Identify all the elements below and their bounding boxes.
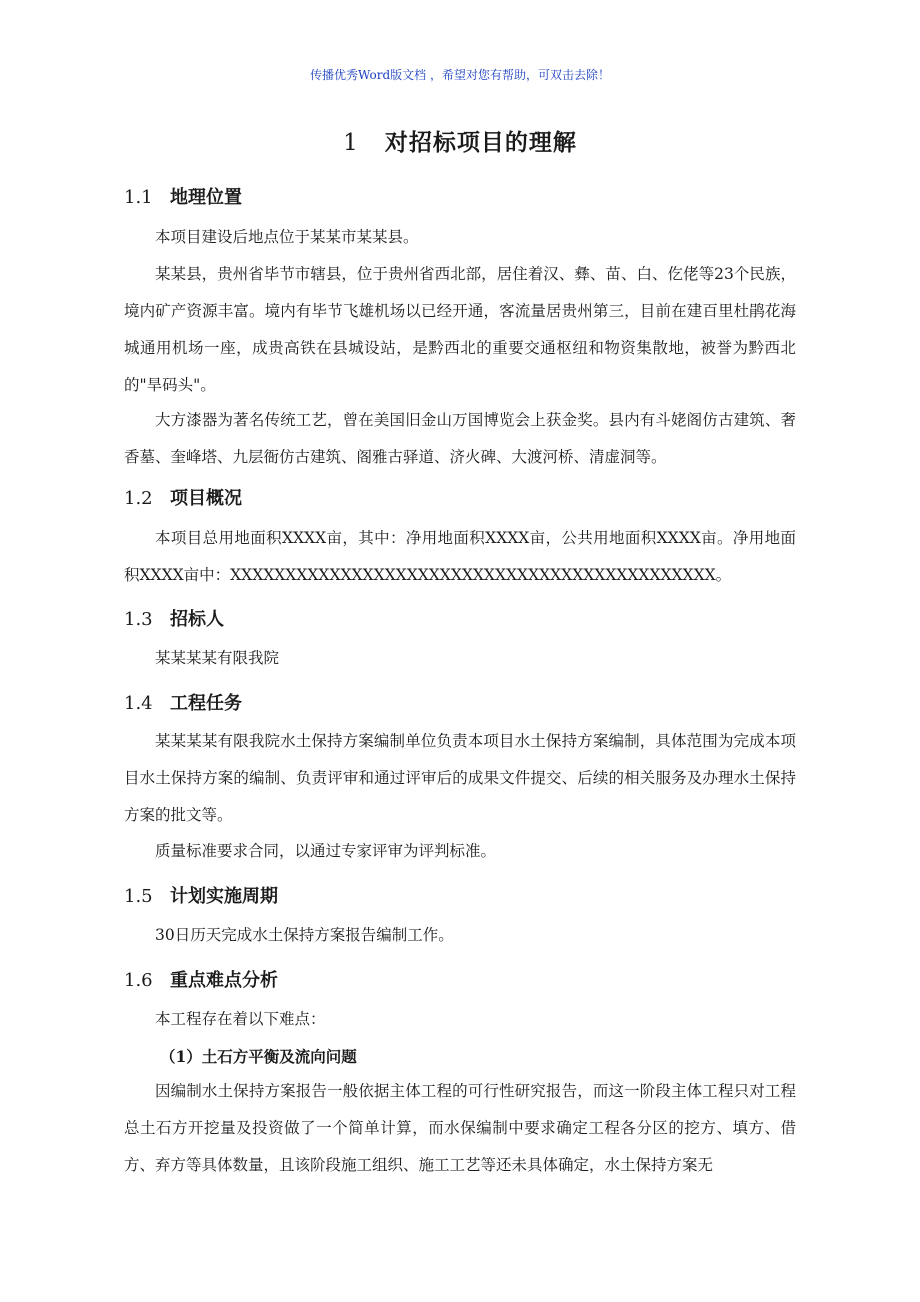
paragraph: 大方漆器为著名传统工艺，曾在美国旧金山万国博览会上获金奖。县内有斗姥阁仿古建筑、奢香墓、奎峰塔、九层衙仿古建筑、阁雅古驿道、济火碑、大渡河桥、清虚洞等。 [124,411,796,466]
section-number: 1.1 [124,187,153,208]
section-number: 1.4 [124,693,153,714]
paragraph: 本工程存在着以下难点： [155,1010,326,1028]
section-heading-1-2 [124,484,242,510]
section-number: 1.5 [124,886,153,907]
subsection-heading: （1）土石方平衡及流向问题 [160,1047,357,1066]
paragraph: 因编制水土保持方案报告一般依据主体工程的可行性研究报告，而这一阶段主体工程只对工程总土石方开挖量及投资做了一个简单计算，而水保编制中要求确定工程各分区的挖方、填方、借方、弃方等具体数量，且该阶段施工组织、施工工艺等还未具体确定，水土保持方案无 [124,1082,796,1174]
section-title: 工程任务 [170,693,242,714]
paragraph: 本项目建设后地点位于某某市某某县。 [155,228,419,246]
paragraph: 30日历天完成水土保持方案报告编制工作。 [155,926,454,944]
paragraph: 本项目总用地面积XXXX亩，其中：净用地面积XXXX亩，公共用地面积XXXX亩。净用地面积XXXX亩中：XXXXXXXXXXXXXXXXXXXXXXXXXXXXXXXXXXXXXXXXXXXX。 [124,529,796,584]
section-number: 1.3 [124,609,153,630]
paragraph: 质量标准要求合同，以通过专家评审为评判标准。 [155,842,497,860]
section-number: 1.6 [124,970,153,991]
paragraph: 某某县，贵州省毕节市辖县，位于贵州省西北部，居住着汉、彝、苗、白、仡佬等23个民族，境内矿产资源丰富。境内有毕节飞雄机场以已经开通，客流量居贵州第三，目前在建百里杜鹃花海城通用机场一座，成贵高铁在县城设站，是黔西北的重要交通枢纽和物资集散地，被誉为黔西北的"旱码头"。 [124,265,796,394]
chapter-number: 1 [343,130,359,156]
paragraph: 某某某某有限我院水土保持方案编制单位负责本项目水土保持方案编制，具体范围为完成本项目水土保持方案的编制、负责评审和通过评审后的成果文件提交、后续的相关服务及办理水土保持方案的批文等。 [124,732,796,824]
section-title: 项目概况 [170,488,242,509]
section-title: 重点难点分析 [170,970,278,991]
section-title: 招标人 [170,609,224,630]
section-heading-1-4 [124,689,242,715]
section-heading-1-1 [124,183,242,209]
section-title: 地理位置 [170,187,242,208]
section-heading-1-5 [124,882,278,908]
section-title: 计划实施周期 [170,886,278,907]
paragraph: 某某某某有限我院 [155,649,280,667]
section-heading-1-6 [124,966,278,992]
chapter-title-text: 对招标项目的理解 [384,129,577,156]
page-header-note: 传播优秀Word版文档 ，希望对您有帮助，可双击去除！ [310,68,610,82]
section-number: 1.2 [124,488,153,509]
section-heading-1-3 [124,605,224,631]
chapter-title [0,124,920,157]
